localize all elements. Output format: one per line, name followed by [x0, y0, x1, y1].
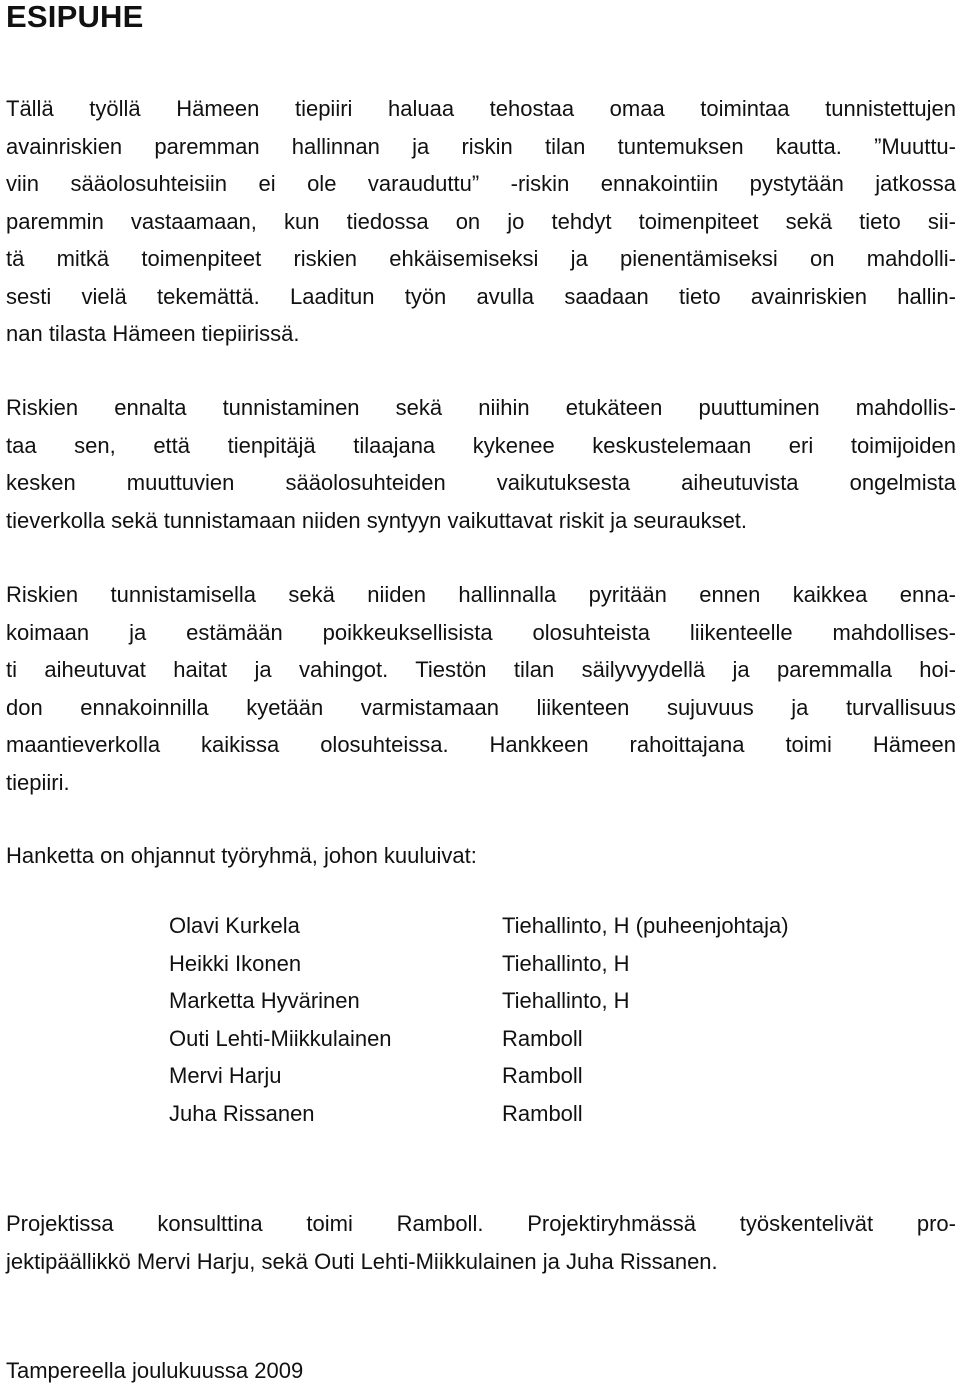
text-line: Tampereella joulukuussa 2009 — [6, 1358, 304, 1383]
member-row — [169, 1057, 929, 1095]
closing-place-date — [6, 1352, 956, 1390]
member-name: Mervi Harju — [169, 1063, 282, 1088]
text-line: jektipäällikkö Mervi Harju, sekä Outi Lehti-Miikkulainen ja Juha Rissanen. — [6, 1248, 718, 1274]
text-line: tieverkolla sekä tunnistamaan niiden syntyyn vaikuttavat riskit ja seuraukset. — [6, 507, 748, 533]
member-name: Olavi Kurkela — [169, 913, 300, 938]
text-line: Tällä työllä Hämeen tiepiiri haluaa tehostaa omaa toimintaa tunnistettujen — [6, 96, 956, 121]
member-row — [169, 907, 929, 945]
text-line: maantieverkolla kaikissa olosuhteissa. Hankkeen rahoittajana toimi Hämeen — [6, 732, 956, 757]
member-organization: Ramboll — [502, 1025, 583, 1051]
text-line: Riskien tunnistamisella sekä niiden hallinnalla pyritään ennen kaikkea enna- — [6, 582, 956, 607]
member-name: Marketta Hyvärinen — [169, 988, 360, 1013]
member-name: Juha Rissanen — [169, 1100, 315, 1126]
text-line: Projektissa konsulttina toimi Ramboll. Projektiryhmässä työskentelivät pro- — [6, 1211, 956, 1236]
text-line: nan tilasta Hämeen tiepiirissä. — [6, 321, 300, 346]
text-line: Riskien ennalta tunnistaminen sekä niihin etukäteen puuttuminen mahdollis- — [6, 395, 956, 420]
member-organization: Tiehallinto, H — [502, 988, 630, 1013]
text-line: avainriskien paremman hallinnan ja riskin tilan tuntemuksen kautta. ”Muuttu- — [6, 133, 956, 159]
paragraph-consultant — [6, 1205, 956, 1280]
member-row — [169, 1020, 929, 1058]
member-organization: Tiehallinto, H — [502, 950, 630, 976]
member-organization: Ramboll — [502, 1063, 583, 1088]
text-line: sesti vielä tekemättä. Laaditun työn avulla saadaan tieto avainriskien hallin- — [6, 283, 956, 309]
text-line: kesken muuttuvien sääolosuhteiden vaikutuksesta aiheutuvista ongelmista — [6, 470, 956, 495]
member-name: Outi Lehti-Miikkulainen — [169, 1025, 392, 1051]
member-name: Heikki Ikonen — [169, 950, 302, 976]
paragraph-purpose — [6, 90, 956, 353]
member-organization: Tiehallinto, H (puheenjohtaja) — [502, 913, 789, 938]
text-line: paremmin vastaamaan, kun tiedossa on jo tehdyt toimenpiteet sekä tieto sii- — [6, 208, 956, 234]
member-row — [169, 982, 929, 1020]
text-line: viin sääolosuhteisiin ei ole varauduttu” -riskin ennakointiin pystytään jatkossa — [6, 171, 956, 196]
text-line: ti aiheutuvat haitat ja vahingot. Tiestön tilan säilyvyydellä ja paremmalla hoi- — [6, 657, 956, 682]
paragraph-risk-identification — [6, 389, 956, 539]
text-line: Hanketta on ohjannut työryhmä, johon kuuluivat: — [6, 843, 477, 868]
paragraph-workgroup-intro — [6, 837, 956, 875]
text-line: taa sen, että tienpitäjä tilaajana kykenee keskustelemaan eri toimijoiden — [6, 432, 956, 458]
workgroup-member-list — [169, 907, 929, 1132]
member-organization: Ramboll — [502, 1100, 583, 1126]
member-row — [169, 945, 929, 983]
page-title: ESIPUHE — [6, 0, 144, 34]
paragraph-risk-management — [6, 576, 956, 801]
member-row — [169, 1095, 929, 1133]
text-line: koimaan ja estämään poikkeuksellisista olosuhteista liikenteelle mahdollises- — [6, 619, 956, 645]
text-line: tiepiiri. — [6, 769, 70, 795]
text-line: tä mitkä toimenpiteet riskien ehkäisemiseksi ja pienentämiseksi on mahdolli- — [6, 246, 956, 271]
text-line: don ennakoinnilla kyetään varmistamaan liikenteen sujuvuus ja turvallisuus — [6, 694, 956, 720]
